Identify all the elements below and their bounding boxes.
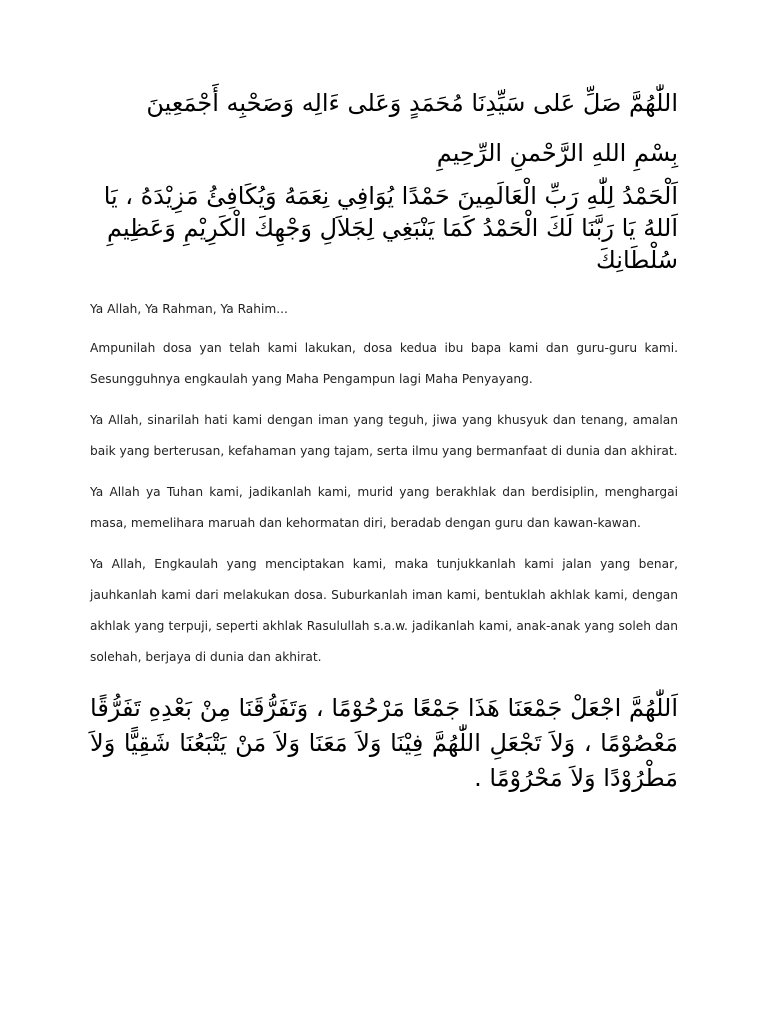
invocation-line: Ya Allah, Ya Rahman, Ya Rahim...	[90, 302, 288, 316]
prayer-paragraph-guidance: Ya Allah, Engkaulah yang menciptakan kami, maka tunjukkanlah kami jalan yang benar, jauhkanlah kami dari melakukan dosa. Suburkanlah iman kami, bentuklah akhlak kami, dengan akhlak yang terpuji, seperti akhlak Rasulullah s.a.w. jadikanlah kami, anak-anak yang soleh dan solehah, berjaya di dunia dan akhirat.	[90, 557, 678, 664]
basmalah-line: بِسْمِ اللهِ الرَّحْمنِ الرِّحِيمِ	[436, 139, 678, 167]
prayer-paragraph-heart: Ya Allah, sinarilah hati kami dengan iman yang teguh, jiwa yang khusyuk dan tenang, amalan baik yang berterusan, kefahaman yang tajam, serta ilmu yang bermanfaat di dunia dan akhirat.	[90, 413, 678, 458]
hamdalah-paragraph: اَلْحَمْدُ لِلّٰهِ رَبِّ الْعَالَمِينَ حَمْدًا يُوَافِي نِعَمَهُ وَيُكَافِئُ مَزِيْدَهُ ، يَا اَللهُ يَا رَبَّنَا لَكَ الْحَمْدُ كَمَا يَنْبَغِي لِجَلاَلِ وَجْهِكَ الْكَرِيْمِ وَعَظِيمِ سُلْطَانِكَ	[103, 182, 678, 274]
arabic-closing-prayer: اَللّٰهُمَّ اجْعَلْ جَمْعَنَا هَذَا جَمْعًا مَرْحُوْمًا ، وَتَفَرُّقَنَا مِنْ بَعْدِهِ تَفَرُّقًا مَعْصُوْمًا ، وَلاَ تَجْعَلِ اللّٰهُمَّ فِيْنَا وَلاَ مَعَنَا وَلاَ مَنْ يَتْبَعُنَا شَقِيًّا وَلاَ مَطْرُوْدًا وَلاَ مَحْرُوْمًا .	[90, 694, 678, 792]
prayer-paragraph-character: Ya Allah ya Tuhan kami, jadikanlah kami, murid yang berakhlak dan berdisiplin, menghargai masa, memelihara maruah dan kehormatan diri, beradab dengan guru dan kawan-kawan.	[90, 485, 678, 530]
document-page	[90, 82, 678, 796]
arabic-opening	[90, 82, 678, 276]
salawat-line: اللّٰهُمَّ صَلِّ عَلى سَيِّدِنَا مُحَمَدٍ وَعَلى ءَالِه وَصَحْبِه أَجْمَعِينَ	[146, 89, 678, 117]
prayer-paragraph-forgiveness: Ampunilah dosa yan telah kami lakukan, dosa kedua ibu bapa kami dan guru-guru kami. Sesungguhnya engkaulah yang Maha Pengampun lagi Maha Penyayang.	[90, 341, 678, 386]
